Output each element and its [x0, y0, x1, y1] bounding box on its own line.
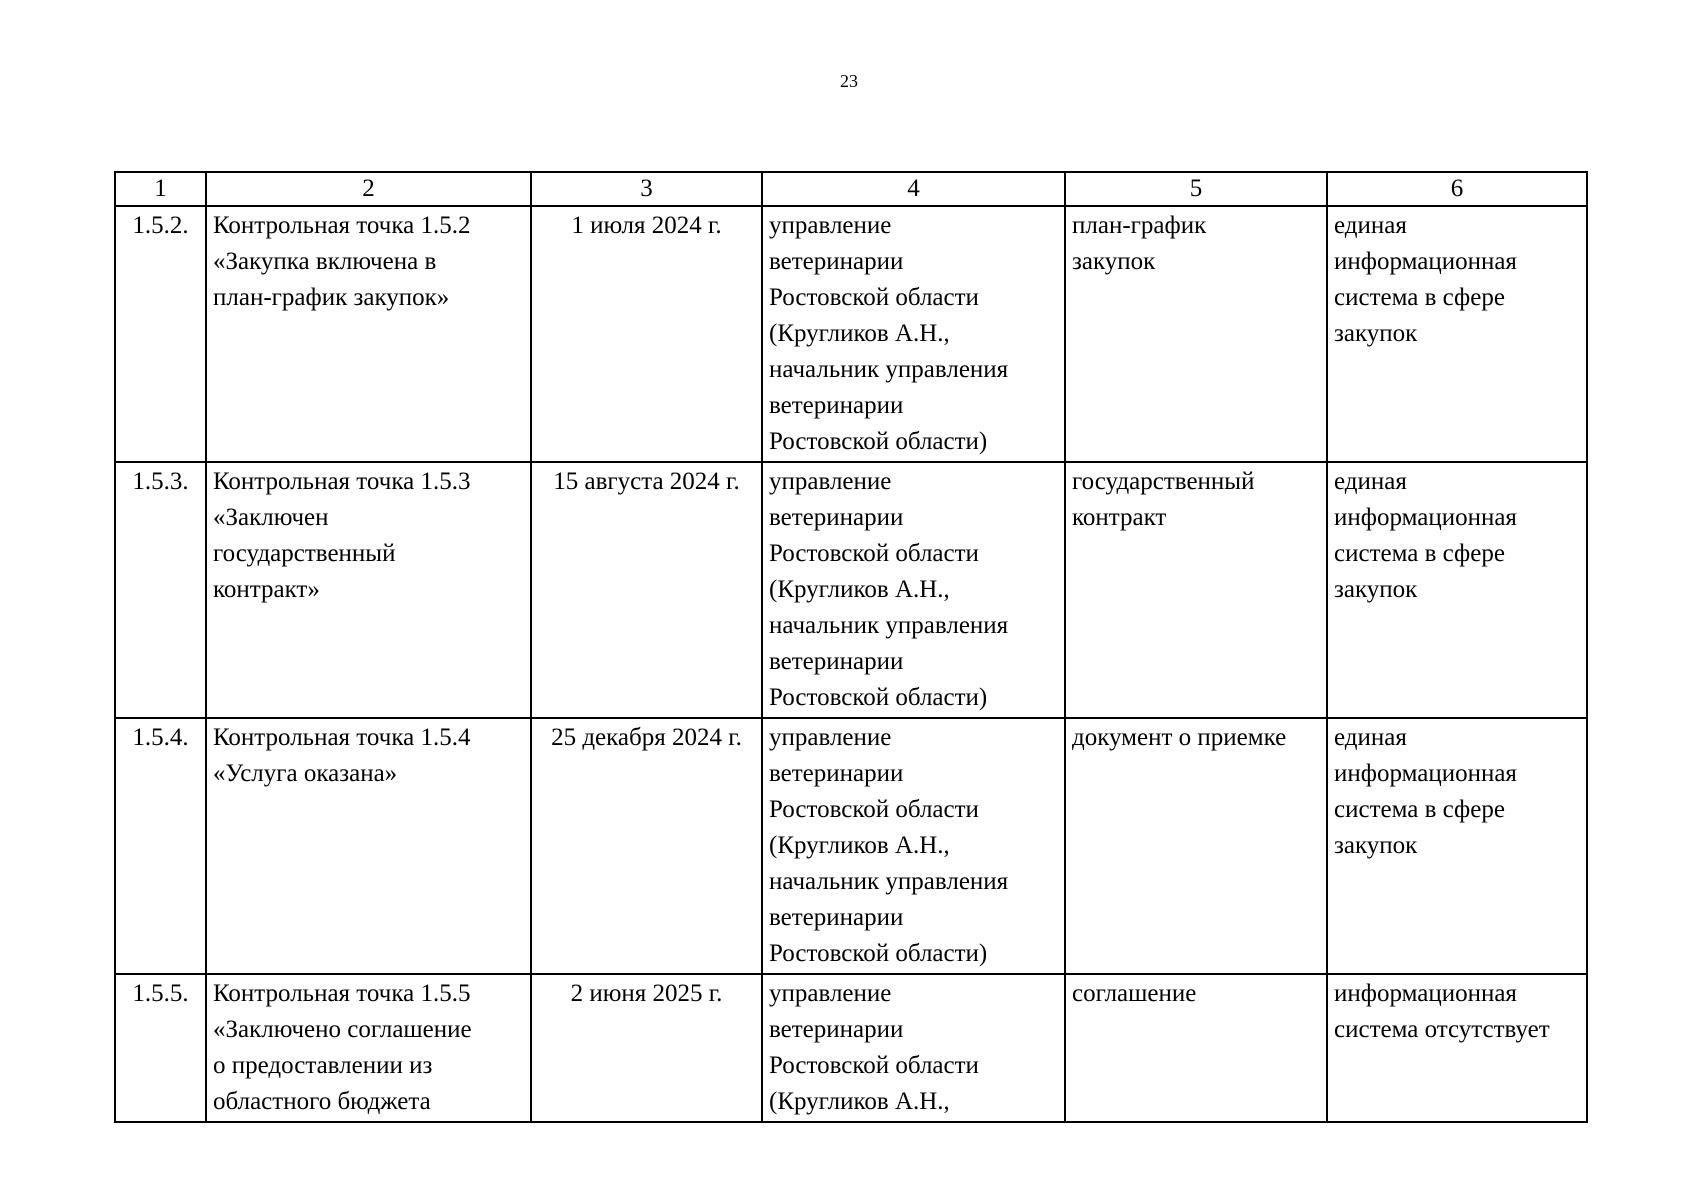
responsible-line: (Кругликов А.Н.,	[769, 320, 950, 347]
table-row	[115, 974, 1587, 1122]
row-number-cell: 1.5.4.	[115, 718, 206, 974]
responsible-line: Ростовской области)	[769, 428, 988, 455]
information-system-line: единая	[1334, 468, 1407, 495]
information-system-line: система отсутствует	[1334, 1016, 1550, 1043]
responsible-cell	[762, 206, 1065, 462]
row-number-cell: 1.5.2.	[115, 206, 206, 462]
information-system-line: информационная	[1334, 248, 1517, 275]
due-date-cell: 25 декабря 2024 г.	[531, 718, 762, 974]
responsible-cell	[762, 718, 1065, 974]
responsible-line: начальник управления	[769, 868, 1009, 895]
column-header: 5	[1065, 172, 1327, 206]
responsible-line: (Кругликов А.Н.,	[769, 1088, 950, 1115]
column-header: 6	[1327, 172, 1587, 206]
control-point-name-cell	[206, 206, 531, 462]
control-point-name-line: Контрольная точка 1.5.5	[213, 980, 471, 1007]
document-line: документ о приемке	[1072, 724, 1287, 751]
control-point-name-cell	[206, 462, 531, 718]
document-line: план-график	[1072, 212, 1207, 239]
responsible-cell	[762, 462, 1065, 718]
document-line: государственный	[1072, 468, 1255, 495]
responsible-line: (Кругликов А.Н.,	[769, 576, 950, 603]
control-point-name-line: «Заключено соглашение	[213, 1016, 472, 1043]
responsible-line: управление	[769, 468, 892, 495]
row-number-cell: 1.5.3.	[115, 462, 206, 718]
responsible-line: ветеринарии	[769, 504, 904, 531]
information-system-cell	[1327, 462, 1587, 718]
information-system-cell	[1327, 718, 1587, 974]
control-point-name-cell	[206, 974, 531, 1122]
control-point-name-line: Контрольная точка 1.5.4	[213, 724, 471, 751]
control-point-name-line: «Услуга оказана»	[213, 760, 398, 787]
responsible-line: ветеринарии	[769, 648, 904, 675]
column-header: 1	[115, 172, 206, 206]
responsible-line: ветеринарии	[769, 248, 904, 275]
responsible-line: Ростовской области	[769, 540, 979, 567]
responsible-line: начальник управления	[769, 612, 1009, 639]
control-point-name-line: план-график закупок»	[213, 284, 450, 311]
responsible-line: Ростовской области)	[769, 684, 988, 711]
responsible-cell	[762, 974, 1065, 1122]
responsible-line: Ростовской области	[769, 796, 979, 823]
responsible-line: управление	[769, 980, 892, 1007]
responsible-line: ветеринарии	[769, 392, 904, 419]
document-cell	[1065, 462, 1327, 718]
due-date-cell: 15 августа 2024 г.	[531, 462, 762, 718]
control-point-name-line: областного бюджета	[213, 1088, 431, 1115]
information-system-line: единая	[1334, 212, 1407, 239]
control-points-table	[114, 171, 1588, 1123]
information-system-line: информационная	[1334, 760, 1517, 787]
due-date-cell: 2 июня 2025 г.	[531, 974, 762, 1122]
document-line: закупок	[1072, 248, 1156, 275]
page-number: 23	[840, 71, 858, 91]
information-system-cell	[1327, 974, 1587, 1122]
responsible-line: ветеринарии	[769, 1016, 904, 1043]
information-system-line: система в сфере	[1334, 284, 1505, 311]
document-cell	[1065, 206, 1327, 462]
document-line: соглашение	[1072, 980, 1197, 1007]
table-row	[115, 206, 1587, 462]
responsible-line: ветеринарии	[769, 904, 904, 931]
column-header: 4	[762, 172, 1065, 206]
control-point-name-line: контракт»	[213, 576, 320, 603]
table-header-row	[115, 172, 1587, 206]
due-date-cell: 1 июля 2024 г.	[531, 206, 762, 462]
information-system-line: единая	[1334, 724, 1407, 751]
responsible-line: управление	[769, 212, 892, 239]
responsible-line: Ростовской области	[769, 284, 979, 311]
responsible-line: Ростовской области)	[769, 940, 988, 967]
information-system-line: информационная	[1334, 980, 1517, 1007]
control-point-name-line: Контрольная точка 1.5.3	[213, 468, 471, 495]
row-number-cell: 1.5.5.	[115, 974, 206, 1122]
control-point-name-line: «Закупка включена в	[213, 248, 437, 275]
responsible-line: управление	[769, 724, 892, 751]
information-system-line: закупок	[1334, 832, 1418, 859]
responsible-line: начальник управления	[769, 356, 1009, 383]
table-row	[115, 718, 1587, 974]
control-point-name-line: Контрольная точка 1.5.2	[213, 212, 471, 239]
information-system-line: информационная	[1334, 504, 1517, 531]
information-system-cell	[1327, 206, 1587, 462]
control-point-name-cell	[206, 718, 531, 974]
table-row	[115, 462, 1587, 718]
responsible-line: ветеринарии	[769, 760, 904, 787]
document-cell	[1065, 718, 1327, 974]
responsible-line: (Кругликов А.Н.,	[769, 832, 950, 859]
control-point-name-line: «Заключен	[213, 504, 329, 531]
column-header: 2	[206, 172, 531, 206]
column-header: 3	[531, 172, 762, 206]
information-system-line: система в сфере	[1334, 796, 1505, 823]
control-point-name-line: о предоставлении из	[213, 1052, 433, 1079]
information-system-line: система в сфере	[1334, 540, 1505, 567]
information-system-line: закупок	[1334, 320, 1418, 347]
document-cell	[1065, 974, 1327, 1122]
control-point-name-line: государственный	[213, 540, 396, 567]
document-line: контракт	[1072, 504, 1167, 531]
information-system-line: закупок	[1334, 576, 1418, 603]
responsible-line: Ростовской области	[769, 1052, 979, 1079]
